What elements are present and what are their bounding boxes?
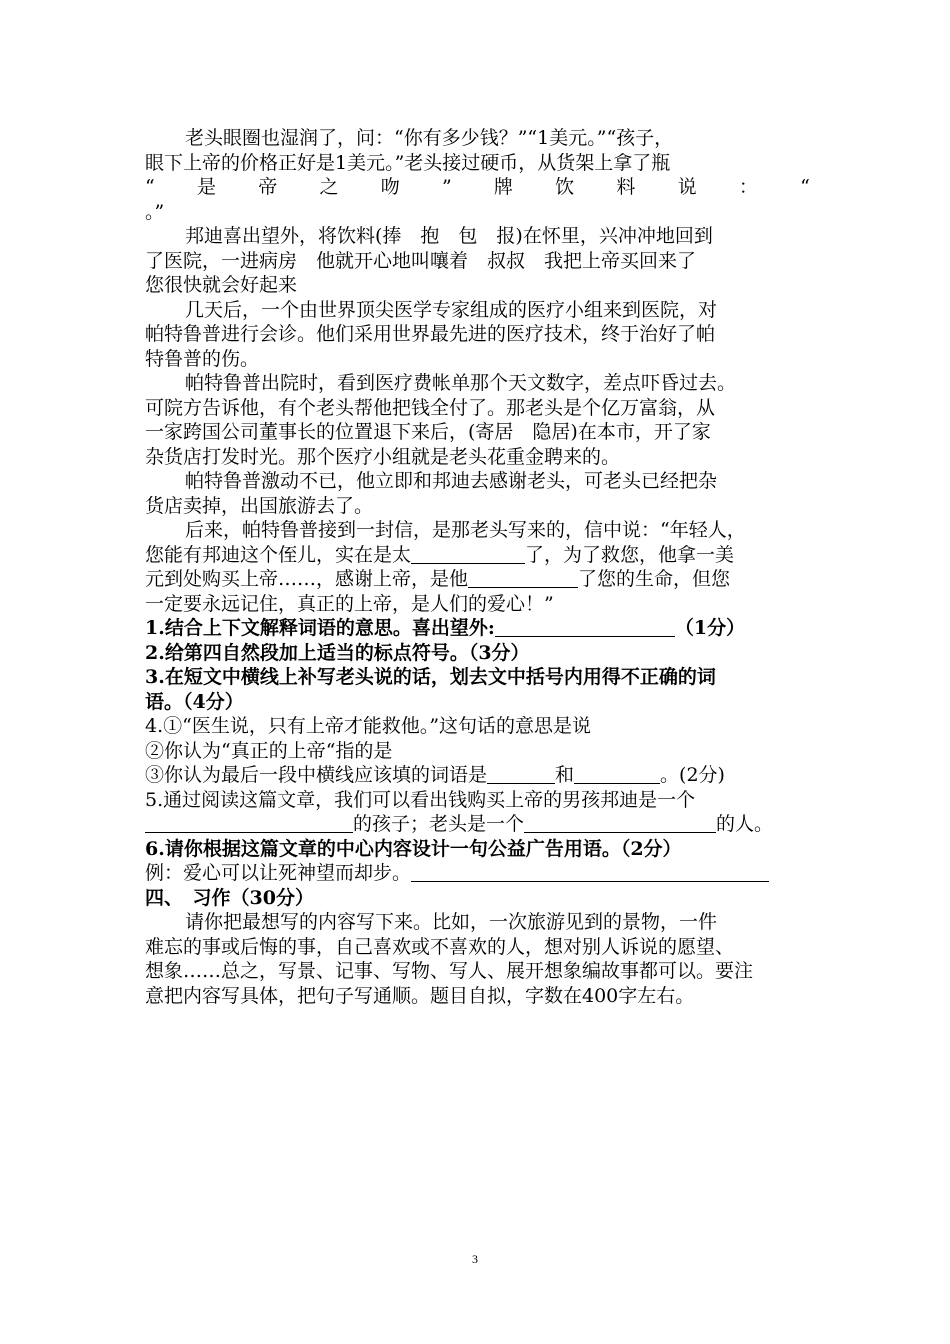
question-6-example [145,861,810,886]
question-4-2: ②你认为“真正的上帝“指的是 [145,739,393,762]
question-1 [145,616,810,641]
page-number: 3 [472,1252,478,1266]
question-text: 的孩子；老头是一个 [353,813,525,835]
passage-text: 了，为了救您，他拿一美 [525,543,735,566]
spread-char: 帝 [258,176,278,198]
composition-heading: 四、 习作（30分） [145,886,314,909]
question-score: （1分） [674,617,746,639]
spread-char: “ [145,176,155,198]
spread-char: 吻 [380,176,400,198]
passage-line: 帕特鲁普进行会诊。他们采用世界最先进的医疗技术，终于治好了帕 [145,323,716,345]
passage-line: 特鲁普的伤。 [145,347,260,370]
composition-line: 难忘的事或后悔的事，自己喜欢或不喜欢的人，想对别人诉说的愿望、 [145,935,735,958]
answer-blank[interactable] [574,764,660,784]
passage-line: 货店卖掉，出国旅游去了。 [145,494,374,517]
passage-line-spread [145,175,810,200]
composition-line: 意把内容写具体，把句子写通顺。题目自拟，字数在400字左右。 [145,984,695,1007]
example-text: 例：爱心可以让死神望而却步。 [145,862,412,884]
passage-line: 老头眼圈也湿润了，问：“你有多少钱？”“1美元。”“孩子， [185,127,674,149]
question-3-cont: 语。（4分） [145,690,244,713]
question-text: 。(2分) [660,764,725,786]
question-4-1: 4.①“医生说，只有上帝才能救他。”这句话的意思是说 [145,715,592,737]
answer-blank[interactable] [411,544,525,564]
exam-page [145,126,810,1008]
spread-char: ” [441,176,452,198]
answer-blank[interactable] [524,813,716,833]
answer-blank[interactable] [468,568,578,588]
passage-line [145,567,810,592]
question-text: ③你认为最后一段中横线应该填的词语是 [145,764,488,786]
question-2: 2.给第四自然段加上适当的标点符号。（3分） [145,641,530,664]
passage-line: 可院方告诉他，有个老头帮他把钱全付了。那老头是个亿万富翁，从 [145,396,716,419]
question-6: 6.请你根据这篇文章的中心内容设计一句公益广告用语。（2分） [145,837,682,860]
passage-line: 后来，帕特鲁普接到一封信，是那老头写来的，信中说：“年轻人， [185,519,746,541]
question-text: 1.结合上下文解释词语的意思。喜出望外: [145,617,495,639]
passage-text: 您能有邦迪这个侄儿，实在是太 [145,543,412,566]
answer-blank[interactable] [411,862,769,882]
passage-line: 一家跨国公司董事长的位置退下来后，(寄居 隐居)在本市，开了家 [145,421,711,443]
passage-line [145,543,810,568]
passage-line: 眼下上帝的价格正好是1美元。”老头接过硬币，从货架上拿了瓶 [145,151,671,174]
passage-line: 了医院，一进病房 他就开心地叫嚷着 叔叔 我把上帝买回来了 [145,249,697,272]
passage-line: 帕特鲁普出院时，看到医疗费帐单那个天文数字，差点吓昏过去。 [185,372,737,394]
question-3: 3.在短文中横线上补写老头说的话，划去文中括号内用得不正确的词 [145,666,716,688]
passage-line: 您很快就会好起来 [145,274,298,296]
question-text: 的人。 [716,813,774,835]
spread-char: 是 [196,176,216,198]
passage-line: 杂货店打发时光。那个医疗小组就是老头花重金聘来的。 [145,445,621,468]
answer-blank[interactable] [487,764,555,784]
passage-line: 。” [145,200,165,223]
spread-char: ： [738,176,758,198]
question-5: 5.通过阅读这篇文章，我们可以看出钱购买上帝的男孩邦迪是一个 [145,788,696,811]
composition-line: 想象……总之，写景、记事、写物、写人、展开想象编故事都可以。要注 [145,960,754,982]
spread-char: 说 [677,176,697,198]
answer-blank[interactable] [495,617,675,637]
spread-char: 之 [319,176,339,198]
answer-blank[interactable] [145,813,353,833]
passage-line: 一定要永远记住，真正的上帝，是人们的爱心！” [145,592,554,615]
spread-char: “ [800,176,810,198]
spread-char: 饮 [555,176,575,198]
passage-line: 邦迪喜出望外，将饮料(捧 抱 包 报)在怀里，兴冲冲地回到 [185,225,713,247]
passage-text: 元到处购买上帝……，感谢上帝，是他 [145,568,469,590]
spread-char: 料 [616,176,636,198]
question-4-3 [145,763,810,788]
spread-char: 牌 [493,176,513,198]
composition-line: 请你把最想写的内容写下来。比如，一次旅游见到的景物，一件 [185,911,718,933]
passage-line: 几天后，一个由世界顶尖医学专家组成的医疗小组来到医院，对 [185,298,718,321]
question-text: 和 [555,764,575,786]
passage-line: 帕特鲁普激动不已，他立即和邦迪去感谢老头，可老头已经把杂 [185,470,718,492]
question-5-cont [145,812,810,837]
passage-text: 了您的生命，但您 [578,568,731,590]
